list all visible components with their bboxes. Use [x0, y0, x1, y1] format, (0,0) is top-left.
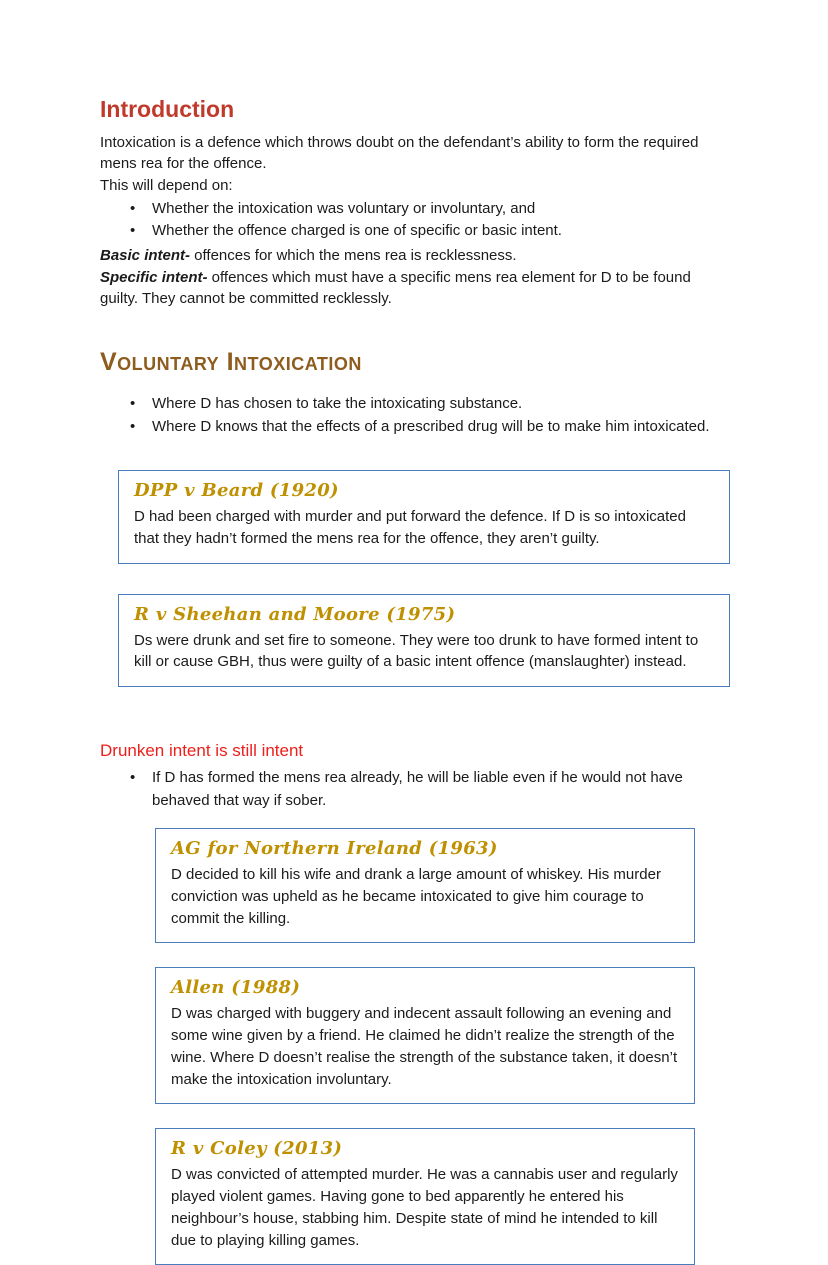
case-text: D was charged with buggery and indecent assault following an evening and some wine given by a friend. He claimed he didn’t realize the strength of the wine. Where D doesn’t realise the strength of the substance taken, it doesn’t make the intoxication involuntary. — [171, 1005, 678, 1088]
drunken-intent-bullet-list — [100, 767, 730, 812]
definition-text: offences for which the mens rea is recklessness. — [190, 246, 517, 264]
definition-term: Specific intent- — [100, 268, 208, 286]
bullet-item: • Whether the offence charged is one of specific or basic intent. — [100, 220, 730, 243]
case-box-ag-northern-ireland — [155, 828, 695, 943]
definition-specific-intent — [100, 267, 730, 311]
case-text: Ds were drunk and set fire to someone. They were too drunk to have formed intent to kill or cause GBH, thus were guilty of a basic intent offence (manslaughter) instead. — [134, 631, 699, 671]
intro-paragraph-1: Intoxication is a defence which throws doubt on the defendant’s ability to form the required mens rea for the offence. — [100, 134, 699, 173]
case-title: Allen (1988) — [171, 977, 301, 999]
case-text: D decided to kill his wife and drank a large amount of whiskey. His murder conviction was upheld as he became intoxicated to give him courage to commit the killing. — [171, 866, 661, 927]
section-heading-voluntary-intoxication: Voluntary Intoxication — [100, 348, 362, 377]
definition-term: Basic intent- — [100, 246, 191, 264]
intro-title: Introduction — [100, 96, 235, 122]
case-title: DPP v Beard (1920) — [134, 480, 339, 502]
case-title: R v Sheehan and Moore (1975) — [134, 603, 456, 625]
intro-bullet-list — [100, 198, 730, 243]
case-box-dpp-v-beard — [118, 470, 730, 564]
case-title: R v Coley (2013) — [171, 1138, 343, 1160]
definition-text: offences which must have a specific mens rea element for D to be found guilty. They cannot be committed recklessly. — [100, 268, 691, 308]
case-box-sheehan-and-moore — [118, 594, 730, 688]
bullet-item: • Where D knows that the effects of a prescribed drug will be to make him intoxicated. — [100, 416, 730, 439]
case-box-allen — [155, 967, 695, 1104]
voluntary-bullet-list — [100, 393, 730, 438]
bullet-item: • If D has formed the mens rea already, he will be liable even if he would not have behaved that way if sober. — [100, 767, 730, 812]
case-title: AG for Northern Ireland (1963) — [171, 838, 498, 860]
case-text: D had been charged with murder and put forward the defence. If D is so intoxicated that they hadn’t formed the mens rea for the offence, they aren’t guilty. — [134, 508, 686, 547]
bullet-item: • Whether the intoxication was voluntary or involuntary, and — [100, 198, 730, 221]
subheading-drunken-intent: Drunken intent is still intent — [100, 741, 304, 761]
intro-paragraph-2: This will depend on: — [100, 176, 233, 194]
case-text: D was convicted of attempted murder. He was a cannabis user and regularly played violent games. Having gone to bed apparently he entered his neighbour’s house, stabbing him. Despite state of mind he intended to kill due to playing killing games. — [171, 1166, 678, 1249]
bullet-item: • Where D has chosen to take the intoxicating substance. — [100, 393, 730, 416]
definition-basic-intent — [100, 245, 730, 267]
case-box-r-v-coley — [155, 1128, 695, 1265]
